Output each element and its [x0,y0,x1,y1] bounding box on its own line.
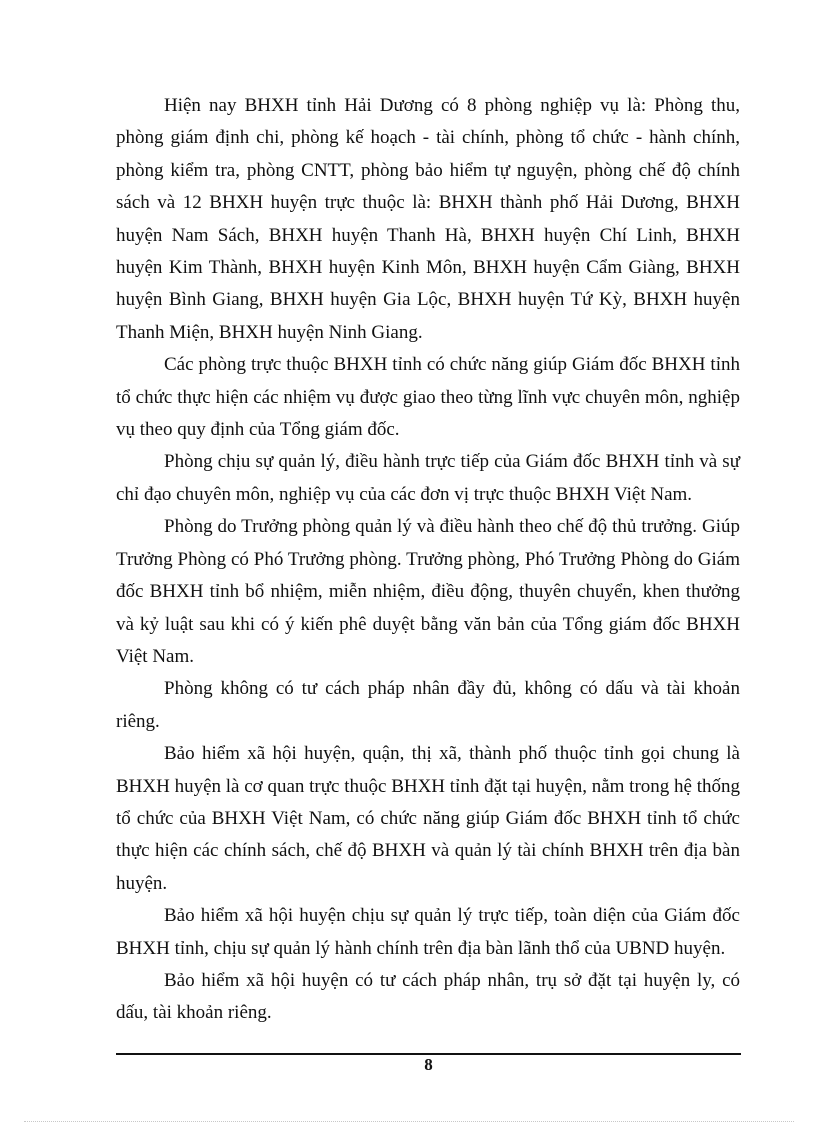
paragraph-quan-ly-phong: Phòng chịu sự quản lý, điều hành trực tiếp của Giám đốc BHXH tỉnh và sự chỉ đạo chuyên môn, nghiệp vụ của các đơn vị trực thuộc BHXH Việt Nam. [116,451,740,505]
paragraph-tu-cach-phong: Phòng không có tư cách pháp nhân đầy đủ, không có dấu và tài khoản riêng. [116,678,740,732]
paragraph-phong-nghiep-vu: Hiện nay BHXH tỉnh Hải Dương có 8 phòng nghiệp vụ là: Phòng thu, phòng giám định chi, phòng kế hoạch - tài chính, phòng tổ chức - hành chính, phòng kiểm tra, phòng CNTT, phòng bảo hiểm tự nguyện, phòng chế độ chính sách và 12 BHXH huyện trực thuộc là: BHXH thành phố Hải Dương, BHXH huyện Nam Sách, BHXH huyện Thanh Hà, BHXH huyện Chí Linh, BHXH huyện Kim Thành, BHXH huyện Kinh Môn, BHXH huyện Cẩm Giàng, BHXH huyện Bình Giang, BHXH huyện Gia Lộc, BHXH huyện Tứ Kỳ, BHXH huyện Thanh Miện, BHXH huyện Ninh Giang. [116,95,740,343]
paragraph-quan-ly-huyen: Bảo hiểm xã hội huyện chịu sự quản lý trực tiếp, toàn diện của Giám đốc BHXH tỉnh, chịu sự quản lý hành chính trên địa bàn lãnh thổ của UBND huyện. [116,905,740,959]
paragraph-truong-phong: Phòng do Trưởng phòng quản lý và điều hành theo chế độ thủ trưởng. Giúp Trưởng Phòng có Phó Trưởng phòng. Trưởng phòng, Phó Trưởng Phòng do Giám đốc BHXH tỉnh bổ nhiệm, miễn nhiệm, điều động, thuyên chuyển, khen thưởng và kỷ luật sau khi có ý kiến phê duyệt bằng văn bản của Tổng giám đốc BHXH Việt Nam. [116,516,740,667]
paragraph-phap-nhan-huyen: Bảo hiểm xã hội huyện có tư cách pháp nhân, trụ sở đặt tại huyện ly, có dấu, tài khoản riêng. [116,969,740,1024]
body-text [116,90,740,1030]
paragraph-bhxh-huyen: Bảo hiểm xã hội huyện, quận, thị xã, thành phố thuộc tỉnh gọi chung là BHXH huyện là cơ quan trực thuộc BHXH tỉnh đặt tại huyện, nằm trong hệ thống tổ chức của BHXH Việt Nam, có chức năng giúp Giám đốc BHXH tỉnh tổ chức thực hiện các chính sách, chế độ BHXH và quản lý tài chính BHXH trên địa bàn huyện. [116,743,741,894]
page-number: 8 [424,1055,433,1074]
page-bottom-border [24,1121,794,1122]
paragraph-chuc-nang-phong: Các phòng trực thuộc BHXH tỉnh có chức năng giúp Giám đốc BHXH tỉnh tổ chức thực hiện các nhiệm vụ được giao theo từng lĩnh vực chuyên môn, nghiệp vụ theo quy định của Tổng giám đốc. [116,354,740,441]
